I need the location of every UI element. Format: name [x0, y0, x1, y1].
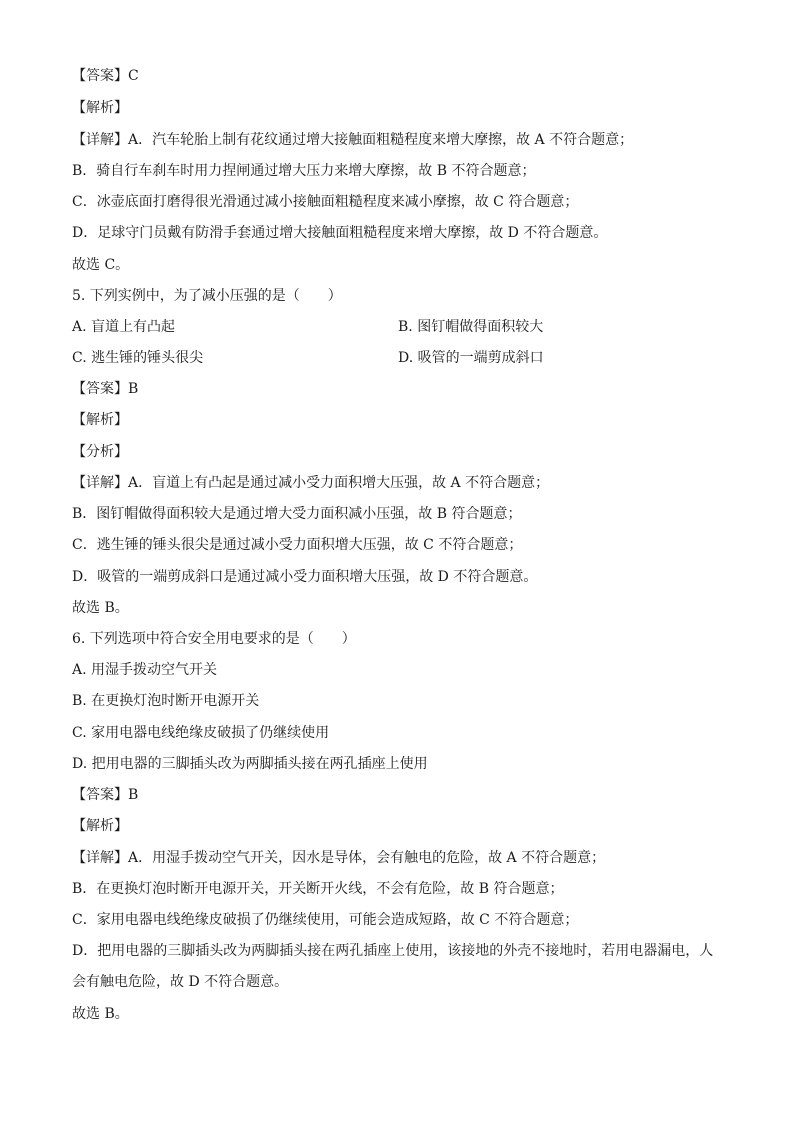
q6-option-c: C. 家用电器电线绝缘皮破损了仍继续使用	[72, 725, 330, 741]
q6-option-a: A. 用湿手拨动空气开关	[72, 662, 218, 678]
q4-detail-a: 【详解】A．汽车轮胎上制有花纹通过增大接触面粗糙程度来增大摩擦，故 A 不符合题意；	[72, 132, 634, 148]
q5-question: 5. 下列实例中，为了减小压强的是（ ）	[72, 288, 342, 304]
q5-option-d: D. 吸管的一端剪成斜口	[398, 350, 544, 366]
q5-conclusion: 故选 B。	[72, 600, 129, 616]
q6-detail-c: C．家用电器电线绝缘皮破损了仍继续使用，可能会造成短路，故 C 不符合题意；	[72, 912, 579, 928]
q5-answer: 【答案】B	[72, 381, 139, 397]
q6-detail-d-line1: D．把用电器的三脚插头改为两脚插头接在两孔插座上使用，该接地的外壳不接地时，若用电器漏电，人	[72, 943, 714, 959]
q5-option-c: C. 逃生锤的锤头很尖	[72, 350, 204, 366]
q5-detail-a: 【详解】A．盲道上有凸起是通过减小受力面积增大压强，故 A 不符合题意；	[72, 475, 550, 491]
q6-option-b: B. 在更换灯泡时断开电源开关	[72, 693, 260, 709]
q5-option-a: A. 盲道上有凸起	[72, 319, 176, 335]
q5-detail-b: B．图钉帽做得面积较大是通过增大受力面积减小压强，故 B 符合题意；	[72, 506, 522, 522]
q6-option-d: D. 把用电器的三脚插头改为两脚插头接在两孔插座上使用	[72, 756, 428, 772]
q5-fenxi-heading: 【分析】	[72, 444, 128, 460]
q5-analysis-heading: 【解析】	[72, 412, 128, 428]
q6-conclusion: 故选 B。	[72, 1006, 129, 1022]
q4-conclusion: 故选 C。	[72, 257, 130, 273]
q6-answer: 【答案】B	[72, 787, 139, 803]
q5-option-b: B. 图钉帽做得面积较大	[398, 319, 544, 335]
q5-detail-d: D．吸管的一端剪成斜口是通过减小受力面积增大压强，故 D 不符合题意。	[72, 569, 538, 585]
q6-detail-a: 【详解】A．用湿手拨动空气开关，因水是导体，会有触电的危险，故 A 不符合题意；	[72, 850, 606, 866]
q6-detail-b: B．在更换灯泡时断开电源开关，开关断开火线，不会有危险，故 B 符合题意；	[72, 881, 564, 897]
q4-detail-b: B．骑自行车刹车时用力捏闸通过增大压力来增大摩擦，故 B 不符合题意；	[72, 163, 536, 179]
q6-detail-d-line2: 会有触电危险，故 D 不符合题意。	[72, 974, 289, 990]
q4-answer: 【答案】C	[72, 68, 139, 84]
q6-analysis-heading: 【解析】	[72, 818, 128, 834]
q4-analysis-heading: 【解析】	[72, 100, 128, 116]
q5-detail-c: C．逃生锤的锤头很尖是通过减小受力面积增大压强，故 C 不符合题意；	[72, 537, 523, 553]
q4-detail-c: C．冰壶底面打磨得很光滑通过减小接触面粗糙程度来减小摩擦，故 C 符合题意；	[72, 194, 579, 210]
q4-detail-d: D．足球守门员戴有防滑手套通过增大接触面粗糙程度来增大摩擦，故 D 不符合题意。	[72, 225, 608, 241]
q6-question: 6. 下列选项中符合安全用电要求的是（ ）	[72, 631, 356, 647]
